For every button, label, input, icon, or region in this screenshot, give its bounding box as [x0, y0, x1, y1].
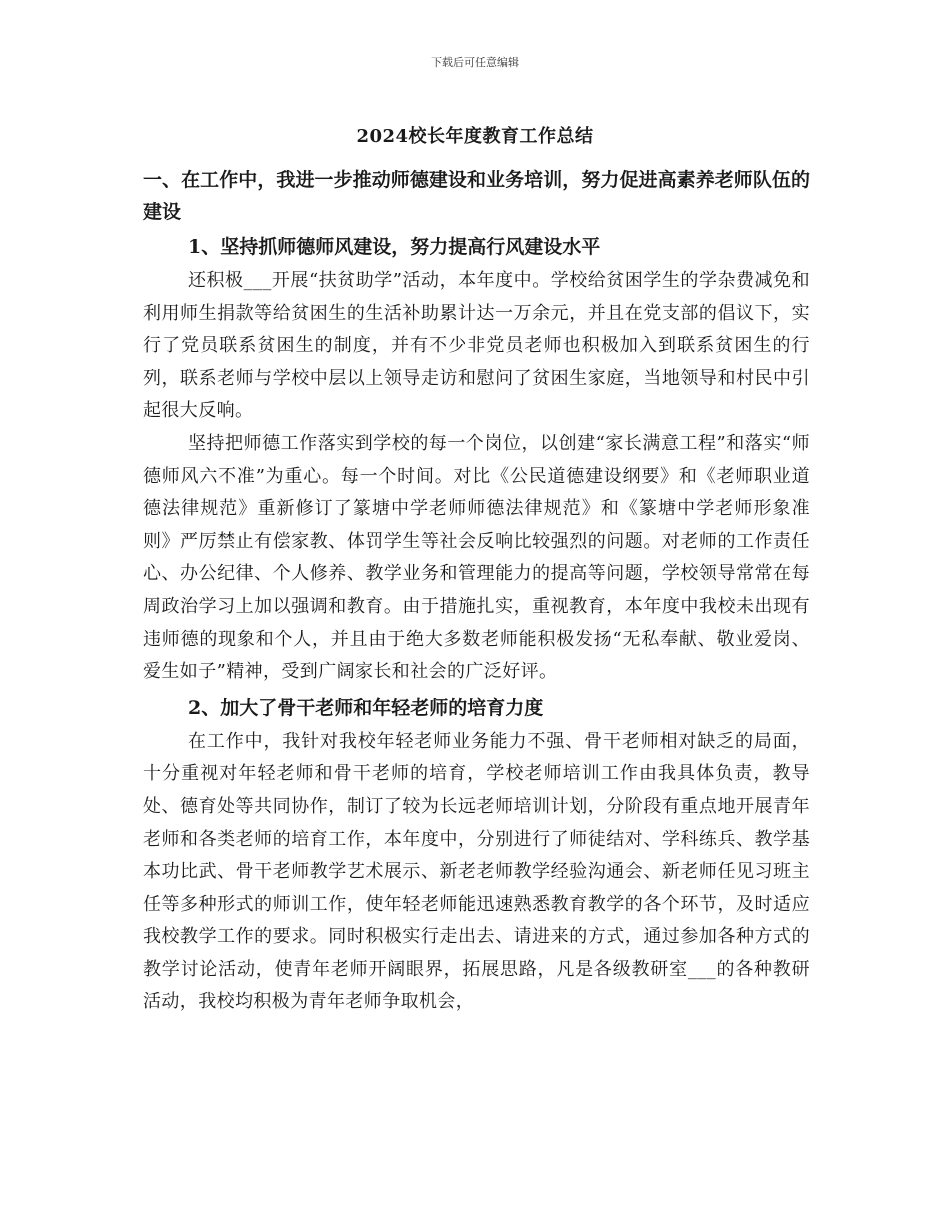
subsection-heading-2: 2、加大了骨干老师和年轻老师的培育力度	[188, 696, 544, 719]
paragraph: 坚持把师德工作落实到学校的每一个岗位，以创建“家长满意工程”和落实“师德师风六不准”为重心。每一个时间。对比《公民道德建设纲要》和《老师职业道德法律规范》重新修订了篆塘中学老师师德法律规范》和《篆塘中学老师形象准则》严厉禁止有偿家教、体罚学生等社会反响比较强烈的问题。对老师的工作责任心、办公纪律、个人修养、教学业务和管理能力的提高等问题，学校领导常常在每周政治学习上加以强调和教育。由于措施扎实，重视教育，本年度中我校未出现有违师德的现象和个人，并且由于绝大多数老师能积极发扬“无私奉献、敬业爱岗、爱生如子”精神，受到广阔家长和社会的广泛好评。	[143, 432, 810, 683]
document-body	[143, 164, 810, 1019]
paragraph: 还积极___开展“扶贫助学”活动，本年度中。学校给贫困学生的学杂费减免和利用师生捐款等给贫困生的生活补助累计达一万余元，并且在党支部的倡议下，实行了党员联系贫困生的制度，并有不少非党员老师也积极加入到联系贫困生的行列，联系老师与学校中层以上领导走访和慰问了贫困生家庭，当地领导和村民中引起很大反响。	[143, 270, 810, 422]
paragraph: 在工作中，我针对我校年轻老师业务能力不强、骨干老师相对缺乏的局面，十分重视对年轻老师和骨干老师的培育，学校老师培训工作由我具体负责，教导处、德育处等共同协作，制订了较为长远老师培训计划，分阶段有重点地开展青年老师和各类老师的培育工作，本年度中，分别进行了师徒结对、学科练兵、教学基本功比武、骨干老师教学艺术展示、新老老师教学经验沟通会、新老师任见习班主任等多种形式的师训工作，使年轻老师能迅速熟悉教育教学的各个环节，及时适应我校教学工作的要求。同时积极实行走出去、请进来的方式，通过参加各种方式的教学讨论活动，使青年老师开阔眼界，拓展思路，凡是各级教研室___的各种教研活动，我校均积极为青年老师争取机会，	[143, 730, 810, 1013]
subsection-heading-1: 1、坚持抓师德师风建设，努力提高行风建设水平	[188, 236, 601, 258]
document-title: 2024校长年度教育工作总结	[356, 126, 594, 147]
header-note: 下载后可任意编辑	[431, 56, 519, 69]
section-heading-1: 一、在工作中，我进一步推动师德建设和业务培训，努力促进高素养老师队伍的建设	[143, 169, 810, 223]
